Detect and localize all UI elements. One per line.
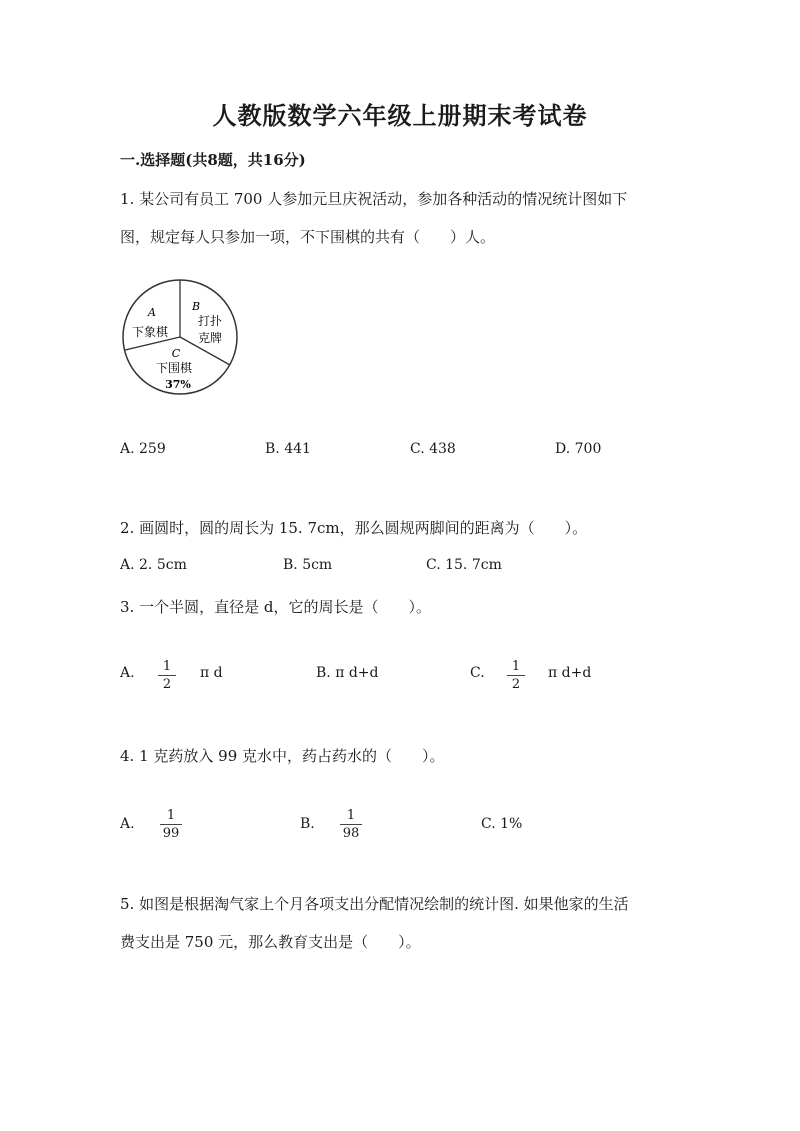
q4-option-a-label[interactable]: A. <box>120 816 135 832</box>
q4-b-denominator: 98 <box>342 826 360 841</box>
q2-option-b[interactable]: B. 5cm <box>283 557 333 573</box>
question-2: 2. 画圆时，圆的周长为 15. 7cm，那么圆规两脚间的距离为（ ）。 <box>120 519 588 537</box>
q3-option-c-label[interactable]: C. <box>470 665 485 681</box>
q3-option-c-fraction <box>507 659 525 692</box>
slice-a-label: 下象棋 <box>131 325 169 339</box>
slice-b-label-line-1: 打扑 <box>197 314 223 328</box>
question-4: 4. 1 克药放入 99 克水中，药占药水的（ ）。 <box>120 747 445 765</box>
q2-option-a[interactable]: A. 2. 5cm <box>120 557 187 573</box>
slice-b-letter: B <box>191 300 201 313</box>
q3-option-b[interactable]: B. π d+d <box>316 665 379 681</box>
q1-option-a[interactable]: A. 259 <box>120 441 166 457</box>
slice-b-label-line-2: 克牌 <box>197 331 223 345</box>
q2-option-c[interactable]: C. 15. 7cm <box>426 557 502 573</box>
question-5-line-1: 5. 如图是根据淘气家上个月各项支出分配情况绘制的统计图. 如果他家的生活 <box>120 895 629 913</box>
q4-option-a-fraction <box>160 808 182 841</box>
q3-option-a-fraction <box>158 659 176 692</box>
q4-option-b-label[interactable]: B. <box>300 816 315 832</box>
question-5-line-2: 费支出是 750 元，那么教育支出是（ ）。 <box>120 933 421 951</box>
q1-option-b[interactable]: B. 441 <box>265 441 311 457</box>
question-1-line-1: 1. 某公司有员工 700 人参加元旦庆祝活动，参加各种活动的情况统计图如下 <box>120 190 628 208</box>
q4-option-b-fraction <box>340 808 362 841</box>
slice-a-letter: A <box>148 306 156 319</box>
q3-a-numerator: 1 <box>162 659 172 674</box>
q3-a-denominator: 2 <box>162 677 172 692</box>
slice-c-letter: C <box>171 347 181 360</box>
q4-b-numerator: 1 <box>346 808 356 823</box>
activity-pie-chart <box>118 276 248 400</box>
q3-c-denominator: 2 <box>511 677 521 692</box>
q4-option-c[interactable]: C. 1% <box>481 816 523 832</box>
q3-option-a-tail: π d <box>200 665 223 681</box>
question-1-line-2: 图，规定每人只参加一项，不下围棋的共有（ ）人。 <box>120 228 496 246</box>
q3-c-numerator: 1 <box>511 659 521 674</box>
question-3: 3. 一个半圆，直径是 d，它的周长是（ ）。 <box>120 598 431 616</box>
q4-a-numerator: 1 <box>166 808 176 823</box>
page-title: 人教版数学六年级上册期末考试卷 <box>212 101 588 130</box>
section-heading: 一.选择题(共8题，共16分) <box>120 151 306 169</box>
q1-option-d[interactable]: D. 700 <box>555 441 602 457</box>
q4-a-denominator: 99 <box>162 826 180 841</box>
q3-option-c-tail: π d+d <box>548 665 592 681</box>
slice-c-percent: 37% <box>165 378 191 391</box>
slice-c-label: 下围棋 <box>155 361 193 375</box>
q3-option-a-label[interactable]: A. <box>120 665 135 681</box>
q1-option-c[interactable]: C. 438 <box>410 441 456 457</box>
